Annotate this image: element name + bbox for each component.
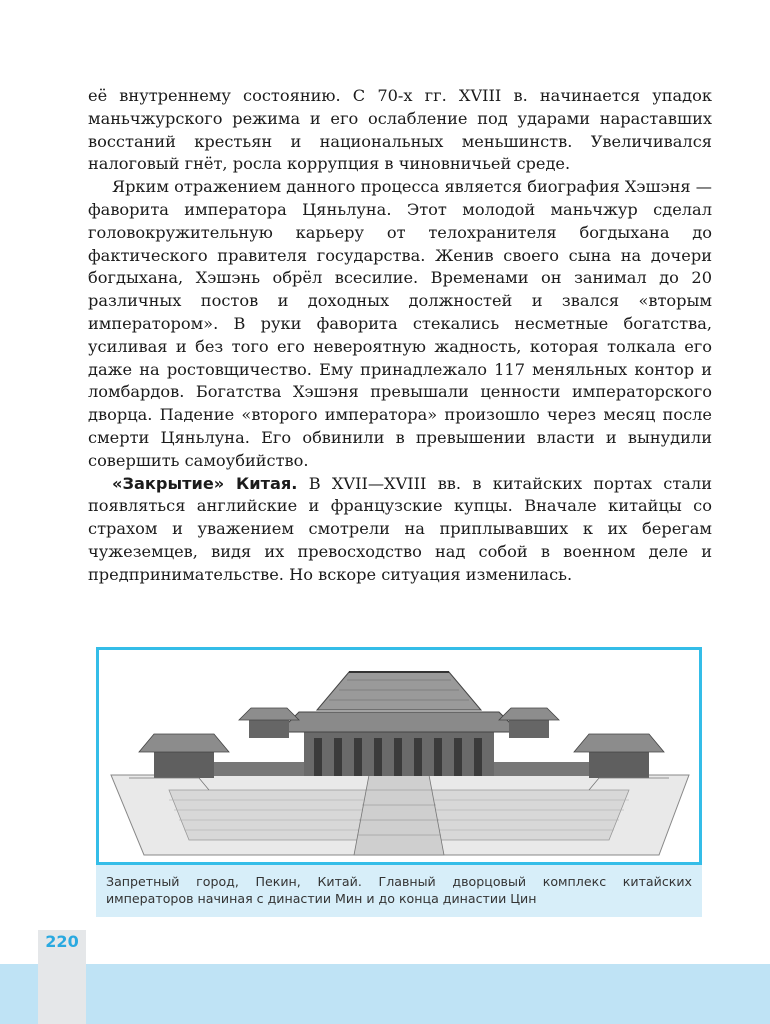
section-subheading: «Закрытие» Китая. <box>112 473 298 493</box>
paragraph-3 <box>88 473 712 587</box>
body-text <box>88 85 712 587</box>
figure-caption: Запретный город, Пекин, Китай. Главный дворцовый комплекс китайских императоров начиная с династии Мин и до конца династии Цин <box>96 865 702 917</box>
page-number: 220 <box>45 932 79 951</box>
page-footer-band <box>0 964 770 1024</box>
forbidden-city-illustration <box>99 650 699 862</box>
paragraph-2: Ярким отражением данного процесса является биография Хэшэня — фаворита императора Цяньлуна. Этот молодой маньчжур сделал головокружительную карьеру от телохранителя богдыхана до фактического правителя государства. Женив своего сына на дочери богдыхана, Хэшэнь обрёл всесилие. Временами он занимал до 20 различных постов и доходных должностей и звался «вторым императором». В руки фаворита стекались несметные богатства, усиливая и без того его невероятную жадность, которая толкала его даже на ростовщичество. Ему принадлежало 117 меняльных контор и ломбардов. Богатства Хэшэня превышали ценности императорского дворца. Падение «второго императора» произошло через месяц после смерти Цяньлуна. Его обвинили в превышении власти и вынудили совершить самоубийство. <box>88 177 712 470</box>
paragraph-3-text: В XVII—XVIII вв. в китайских портах стали появляться английские и французские купцы. Вначале китайцы со страхом и уважением смотрели на приплывавших к их берегам чужеземцев, видя их превосходство над собой в военном деле и предпринимательстве. Но вскоре ситуация изменилась. <box>88 473 712 584</box>
forbidden-city-figure <box>96 647 702 865</box>
paragraph-1: её внутреннему состоянию. С 70-х гг. XVIII в. начинается упадок маньчжурского режима и его ослабление под ударами нараставших восстаний крестьян и национальных меньшинств. Увеличивался налоговый гнёт, росла коррупция в чиновничьей среде. <box>88 86 712 174</box>
